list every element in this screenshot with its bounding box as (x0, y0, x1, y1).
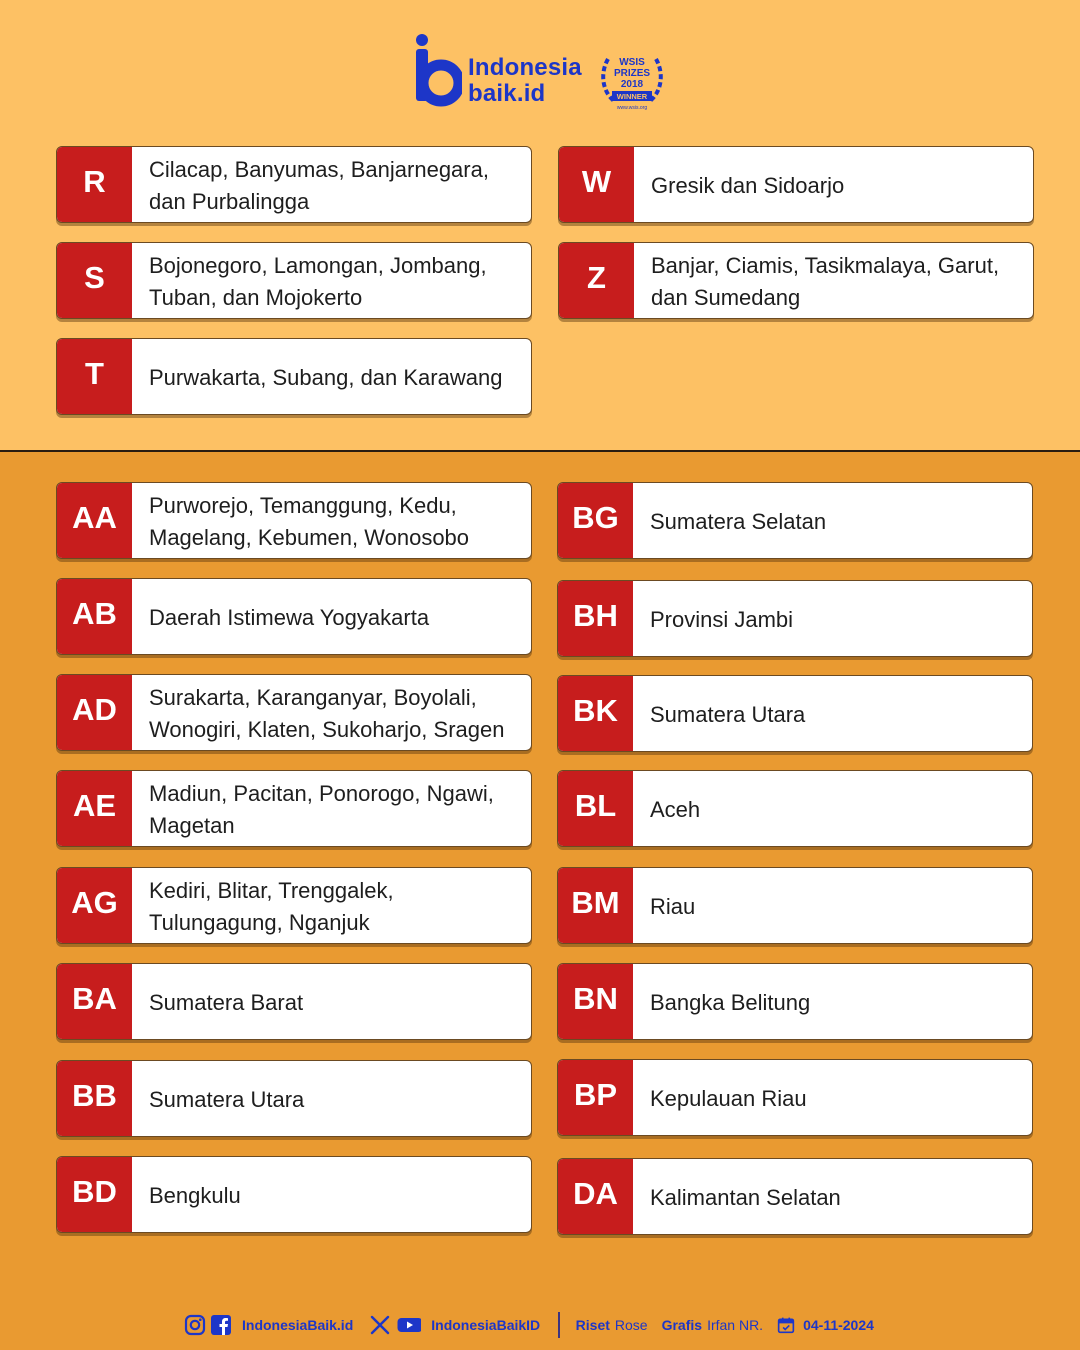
plate-code: Z (559, 243, 634, 318)
plate-region: Banjar, Ciamis, Tasikmalaya, Garut, dan Sumedang (651, 252, 1000, 310)
plate-code: BL (558, 771, 633, 846)
plate-region: Bangka Belitung (650, 989, 811, 1015)
plate-card (557, 963, 1033, 1040)
instagram-icon[interactable] (184, 1314, 206, 1336)
plate-region: Bengkulu (149, 1182, 241, 1208)
award-url: www.wsis.org (616, 105, 648, 111)
plate-code: BD (57, 1157, 132, 1232)
plate-code: T (57, 339, 132, 414)
plate-region: Daerah Istimewa Yogyakarta (149, 604, 430, 630)
plate-code: BN (558, 964, 633, 1039)
plate-card (56, 146, 532, 223)
plate-code: BG (558, 483, 633, 558)
publish-date: 04-11-2024 (803, 1317, 874, 1333)
riset-name: Rose (614, 1317, 648, 1333)
wsis-award-badge (598, 51, 666, 113)
plate-card (56, 482, 532, 559)
plate-card (557, 675, 1033, 752)
footer-divider (558, 1312, 560, 1338)
plate-code: R (57, 147, 132, 222)
indonesiabaik-logo (414, 33, 674, 115)
plate-region: Aceh (650, 796, 701, 822)
plate-region: Bojonegoro, Lamongan, Jombang, Tuban, dan Mojokerto (149, 252, 487, 310)
award-line1: WSIS (619, 57, 645, 68)
plate-region: Kepulauan Riau (650, 1085, 807, 1111)
calendar-icon (777, 1316, 795, 1334)
plate-code: AG (57, 868, 132, 943)
plate-code: BA (57, 964, 132, 1039)
youtube-icon[interactable] (395, 1314, 421, 1336)
plate-region: Purwakarta, Subang, dan Karawang (149, 364, 503, 390)
plate-code: AB (57, 579, 132, 654)
plate-card (558, 146, 1034, 223)
plate-card (56, 867, 532, 944)
social-handle-x-yt: IndonesiaBaikID (431, 1317, 541, 1333)
plate-region: Sumatera Selatan (650, 508, 827, 534)
plate-code: BK (558, 676, 633, 751)
plate-region: Cilacap, Banyumas, Banjarnegara, dan Purbalingga (149, 156, 489, 214)
plate-code: S (57, 243, 132, 318)
plate-region: Purworejo, Temanggung, Kedu, Magelang, Kebumen, Wonosobo (149, 492, 470, 550)
indonesiabaik-logo-icon (414, 33, 462, 107)
plate-code: AA (57, 483, 132, 558)
plate-card (56, 674, 532, 751)
plate-region: Provinsi Jambi (650, 606, 794, 632)
award-line3: 2018 (620, 79, 644, 90)
plate-card (557, 1059, 1033, 1136)
plate-code: DA (558, 1159, 633, 1234)
plate-code: BM (558, 868, 633, 943)
plate-region: Surakarta, Karanganyar, Boyolali, Wonogiri, Klaten, Sukoharjo, Sragen (149, 684, 505, 742)
plate-card (557, 770, 1033, 847)
plate-region: Madiun, Pacitan, Ponorogo, Ngawi, Magetan (149, 780, 494, 838)
plate-card (557, 580, 1033, 657)
award-line4: WINNER (616, 92, 648, 101)
x-icon[interactable] (369, 1314, 391, 1336)
plate-code: W (559, 147, 634, 222)
plate-card (56, 1156, 532, 1233)
plate-card (56, 242, 532, 319)
plate-code: BH (558, 581, 633, 656)
plate-region: Gresik dan Sidoarjo (651, 172, 845, 198)
brand-name-line1: Indonesia (468, 54, 582, 81)
plate-code: AE (57, 771, 132, 846)
plate-card (558, 242, 1034, 319)
social-handle-ig-fb: IndonesiaBaik.id (242, 1317, 354, 1333)
brand-name (468, 55, 582, 107)
plate-region: Kediri, Blitar, Trenggalek, Tulungagung, Nganjuk (149, 877, 394, 935)
plate-card (56, 578, 532, 655)
grafis-label: Grafis (661, 1317, 703, 1333)
plate-region: Sumatera Utara (149, 1086, 305, 1112)
plate-card (557, 482, 1033, 559)
plate-code: BB (57, 1061, 132, 1136)
plate-region: Sumatera Utara (650, 701, 806, 727)
facebook-icon[interactable] (210, 1314, 232, 1336)
plate-card (557, 1158, 1033, 1235)
riset-label: Riset (575, 1317, 610, 1333)
plate-card (557, 867, 1033, 944)
plate-card (56, 963, 532, 1040)
plate-region: Kalimantan Selatan (650, 1184, 841, 1210)
plate-region: Sumatera Barat (149, 989, 304, 1015)
footer (184, 1310, 904, 1340)
award-line2: PRIZES (613, 68, 651, 79)
plate-card (56, 338, 532, 415)
plate-card (56, 1060, 532, 1137)
grafis-name: Irfan NR. (707, 1317, 764, 1333)
plate-code: BP (558, 1060, 633, 1135)
plate-card (56, 770, 532, 847)
brand-name-line2: baik.id (468, 80, 546, 107)
plate-code: AD (57, 675, 132, 750)
plate-region: Riau (650, 893, 696, 919)
